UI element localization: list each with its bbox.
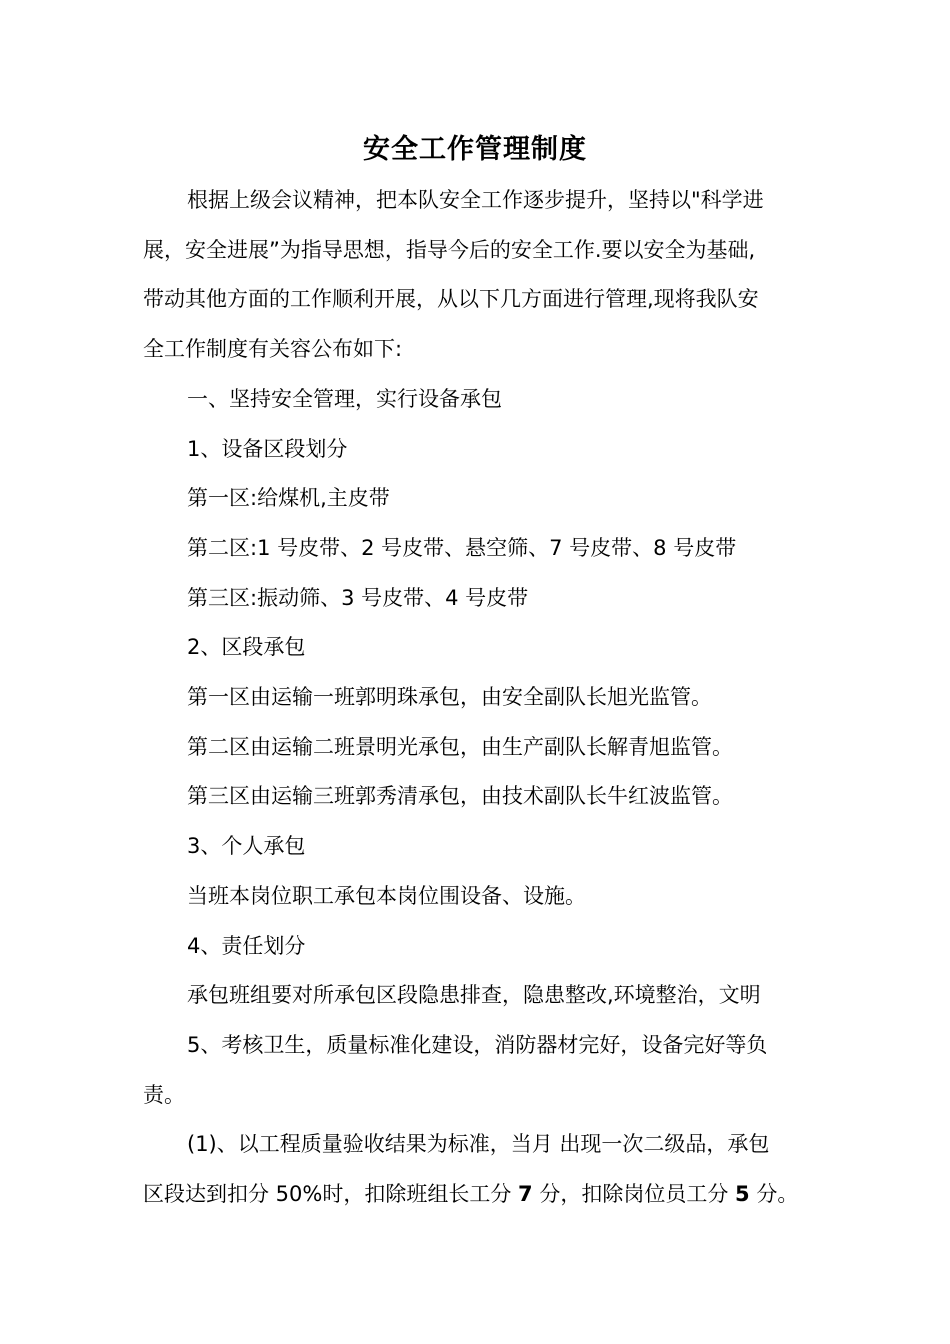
zone-3-text: 第三区:振动筛、3 号皮带、4 号皮带 [187, 585, 529, 610]
zone-1-text: 第一区:给煤机,主皮带 [187, 486, 390, 511]
contract-zone-1: 第一区由运输一班郭明珠承包，由安全副队长旭光监管。 [187, 685, 712, 710]
rule-1-line-2 [143, 1170, 823, 1220]
assessment-line-1: 5、考核卫生，质量标准化建设，消防器材完好，设备完好等负 [187, 1032, 768, 1057]
rule-1-text-c: 分。 [749, 1182, 799, 1207]
rule-1-leader-points: 7 [518, 1182, 533, 1207]
section-heading-1: 一、坚持安全管理，实行设备承包 [187, 386, 502, 411]
document-title: 安全工作管理制度 [363, 134, 587, 165]
intro-line-2: 展，安全进展”为指导思想，指导今后的安全工作.要以安全为基础, [143, 237, 756, 262]
contract-zone-2: 第二区由运输二班景明光承包，由生产副队长解青旭监管。 [187, 734, 733, 759]
document-body [143, 176, 823, 1220]
assessment-line-2: 责。 [143, 1082, 185, 1107]
rule-1-text-b: 分，扣除岗位员工分 [532, 1182, 736, 1207]
responsibility-text: 承包班组要对所承包区段隐患排查，隐患整改,环境整治，文明 [187, 983, 761, 1008]
rule-1-line-1: (1)、以工程质量验收结果为标准，当月 出现一次二级品，承包 [187, 1132, 770, 1157]
personal-contract-text: 当班本岗位职工承包本岗位围设备、设施。 [187, 883, 586, 908]
rule-1-text-a: 区段达到扣分 50%时，扣除班组长工分 [143, 1182, 519, 1207]
subheading-personal-contract: 3、个人承包 [187, 834, 306, 859]
intro-line-1: 根据上级会议精神，把本队安全工作逐步提升，坚持以"科学进 [187, 188, 764, 212]
zone-2-text: 第二区:1 号皮带、2 号皮带、悬空筛、7 号皮带、8 号皮带 [187, 535, 737, 560]
intro-line-4: 全工作制度有关容公布如下: [143, 337, 403, 362]
subheading-zone-division: 1、设备区段划分 [187, 436, 348, 461]
subheading-zone-contract: 2、区段承包 [187, 635, 306, 660]
rule-1-staff-points: 5 [735, 1182, 750, 1207]
contract-zone-3: 第三区由运输三班郭秀清承包，由技术副队长牛红波监管。 [187, 784, 733, 809]
intro-line-3: 带动其他方面的工作顺利开展，从以下几方面进行管理,现将我队安 [143, 287, 759, 312]
subheading-responsibility: 4、责任划分 [187, 933, 306, 958]
